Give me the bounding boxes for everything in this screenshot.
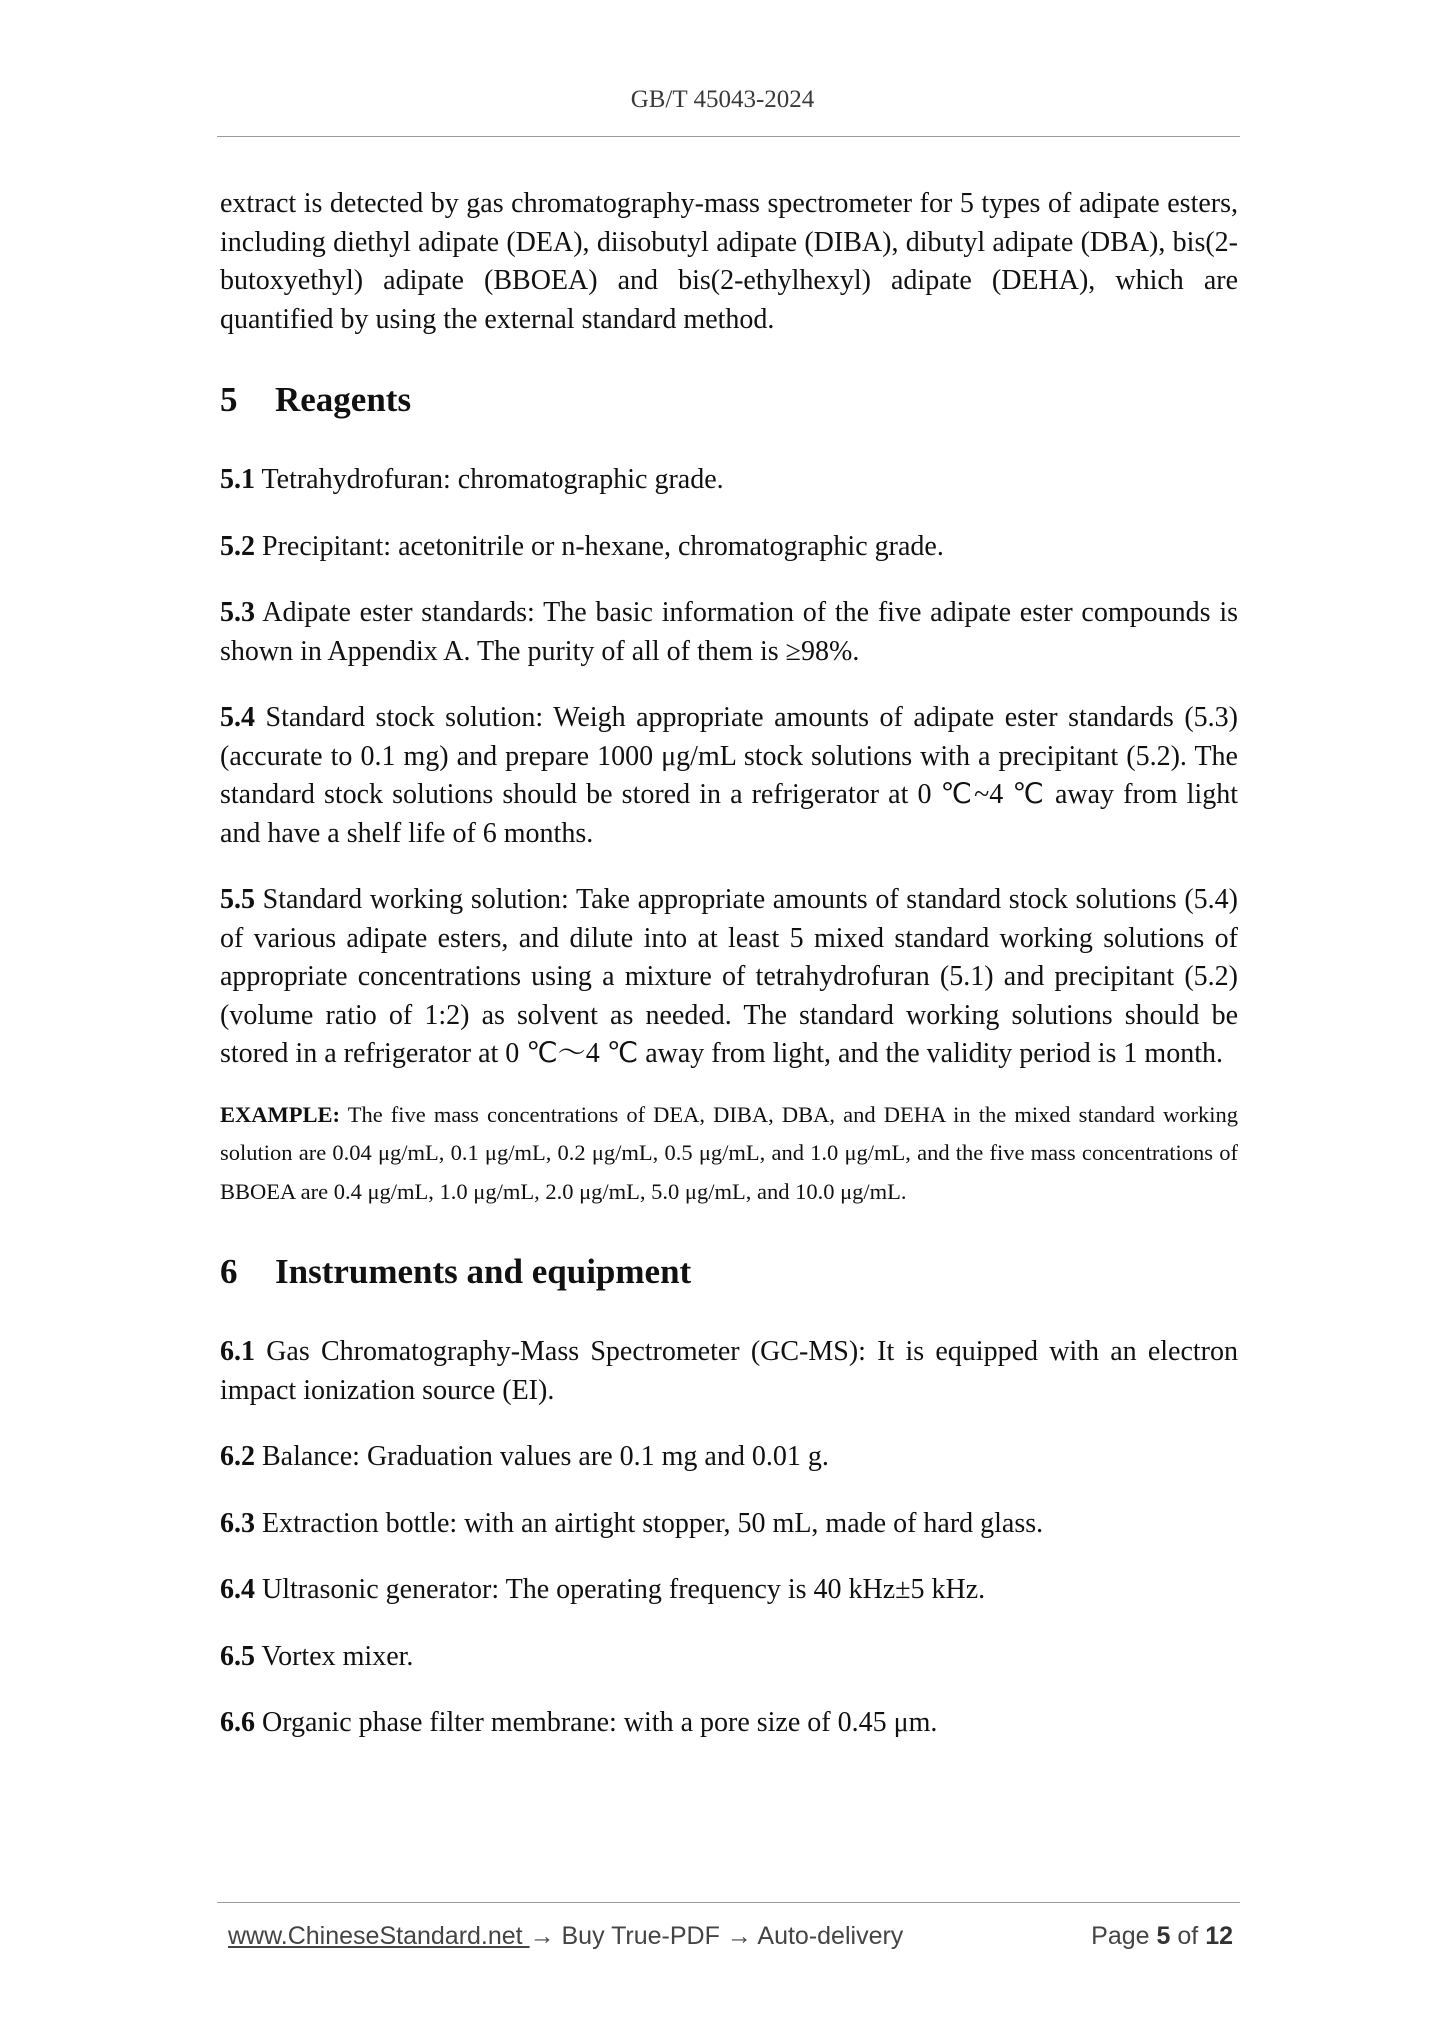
clause-number: 6.3 — [220, 1507, 255, 1539]
clause-number: 6.6 — [220, 1707, 255, 1738]
footer-promo — [228, 1922, 903, 1951]
clause-5-2 — [220, 528, 1238, 567]
clause-6-2 — [220, 1438, 1238, 1477]
clause-number: 5.2 — [220, 530, 255, 562]
clause-number: 6.5 — [220, 1640, 255, 1672]
section-5-number: 5 — [220, 380, 238, 419]
clause-6-5 — [220, 1638, 1238, 1677]
clause-text: Extraction bottle: with an airtight stopper, 50 mL, made of hard glass. — [255, 1507, 1044, 1539]
clause-5-1 — [220, 461, 1238, 500]
clause-6-1 — [220, 1333, 1238, 1410]
clause-5-4 — [220, 699, 1238, 853]
clause-text: Vortex mixer. — [255, 1640, 414, 1672]
clause-number: 5.4 — [220, 702, 255, 733]
page-current: 5 — [1156, 1922, 1171, 1950]
document-header-id: GB/T 45043-2024 — [630, 86, 815, 113]
clause-text: Tetrahydrofuran: chromatographic grade. — [255, 464, 724, 495]
of-word: of — [1177, 1922, 1199, 1950]
clause-5-5 — [220, 881, 1238, 1074]
page-indicator — [1091, 1922, 1233, 1951]
clause-5-3 — [220, 594, 1238, 671]
header-divider — [217, 136, 1240, 137]
clause-text: Gas Chromatography-Mass Spectrometer (GC-MS): It is equipped with an electron impact ionization source (EI). — [220, 1336, 1238, 1406]
clause-number: 5.1 — [220, 464, 255, 495]
clause-number: 5.3 — [220, 597, 255, 628]
document-body — [220, 185, 1238, 1771]
clause-text: Adipate ester standards: The basic information of the five adipate ester compounds is shown in Appendix A. The purity of all of them is ≥98%. — [220, 597, 1238, 667]
clause-6-4 — [220, 1571, 1238, 1610]
clause-text: Organic phase filter membrane: with a pore size of 0.45 μm. — [255, 1707, 938, 1738]
section-6-title: Instruments and equipment — [275, 1252, 692, 1291]
clause-text: Balance: Graduation values are 0.1 mg and 0.01 g. — [255, 1441, 829, 1472]
website-link[interactable]: www.ChineseStandard.net — [228, 1922, 530, 1950]
clause-6-3 — [220, 1505, 1238, 1544]
example-note — [220, 1096, 1238, 1212]
page-total: 12 — [1205, 1922, 1233, 1950]
clause-6-6 — [220, 1704, 1238, 1743]
section-5-heading — [220, 379, 1238, 421]
page-word: Page — [1091, 1922, 1150, 1950]
section-6-heading — [220, 1251, 1238, 1293]
intro-paragraph: extract is detected by gas chromatography-mass spectrometer for 5 types of adipate esters, including diethyl adipate (DEA), diisobutyl adipate (DIBA), dibutyl adipate (DBA), bis(2-butoxyethyl) adipate (BBOEA) and bis(2-ethylhexyl) adipate (DEHA), which are quantified by using the external standard method. — [220, 188, 1238, 335]
clause-text: Precipitant: acetonitrile or n-hexane, chromatographic grade. — [255, 530, 944, 562]
clause-number: 5.5 — [220, 884, 255, 915]
clause-number: 6.4 — [220, 1574, 255, 1605]
promo-text: → Buy True-PDF → Auto-delivery — [529, 1922, 904, 1950]
clause-number: 6.1 — [220, 1336, 255, 1367]
section-6-number: 6 — [220, 1252, 238, 1291]
example-label: EXAMPLE: — [220, 1101, 340, 1127]
clause-text: Ultrasonic generator: The operating frequency is 40 kHz±5 kHz. — [255, 1574, 986, 1605]
example-text: The five mass concentrations of DEA, DIBA, DBA, and DEHA in the mixed standard working solution are 0.04 μg/mL, 0.1 μg/mL, 0.2 μg/mL, 0.5 μg/mL, and 1.0 μg/mL, and the five mass concentrations of BBOEA are 0.4 μg/mL, 1.0 μg/mL, 2.0 μg/mL, 5.0 μg/mL, and 10.0 μg/mL. — [220, 1101, 1238, 1204]
page-footer — [228, 1922, 1233, 1954]
footer-divider — [217, 1902, 1240, 1903]
section-5-title: Reagents — [275, 380, 412, 419]
clause-text: Standard stock solution: Weigh appropriate amounts of adipate ester standards (5.3) (accurate to 0.1 mg) and prepare 1000 μg/mL stock solutions with a precipitant (5.2). The standard stock solutions should be stored in a refrigerator at 0 ℃~4 ℃ away from light and have a shelf life of 6 months. — [220, 702, 1238, 849]
clause-number: 6.2 — [220, 1441, 255, 1472]
clause-text: Standard working solution: Take appropriate amounts of standard stock solutions (5.4) of various adipate esters, and dilute into at least 5 mixed standard working solutions of appropriate concentrations using a mixture of tetrahydrofuran (5.1) and precipitant (5.2) (volume ratio of 1:2) as solvent as needed. The standard working solutions should be stored in a refrigerator at 0 ℃～4 ℃ away from light, and the validity period is 1 month. — [220, 884, 1238, 1069]
